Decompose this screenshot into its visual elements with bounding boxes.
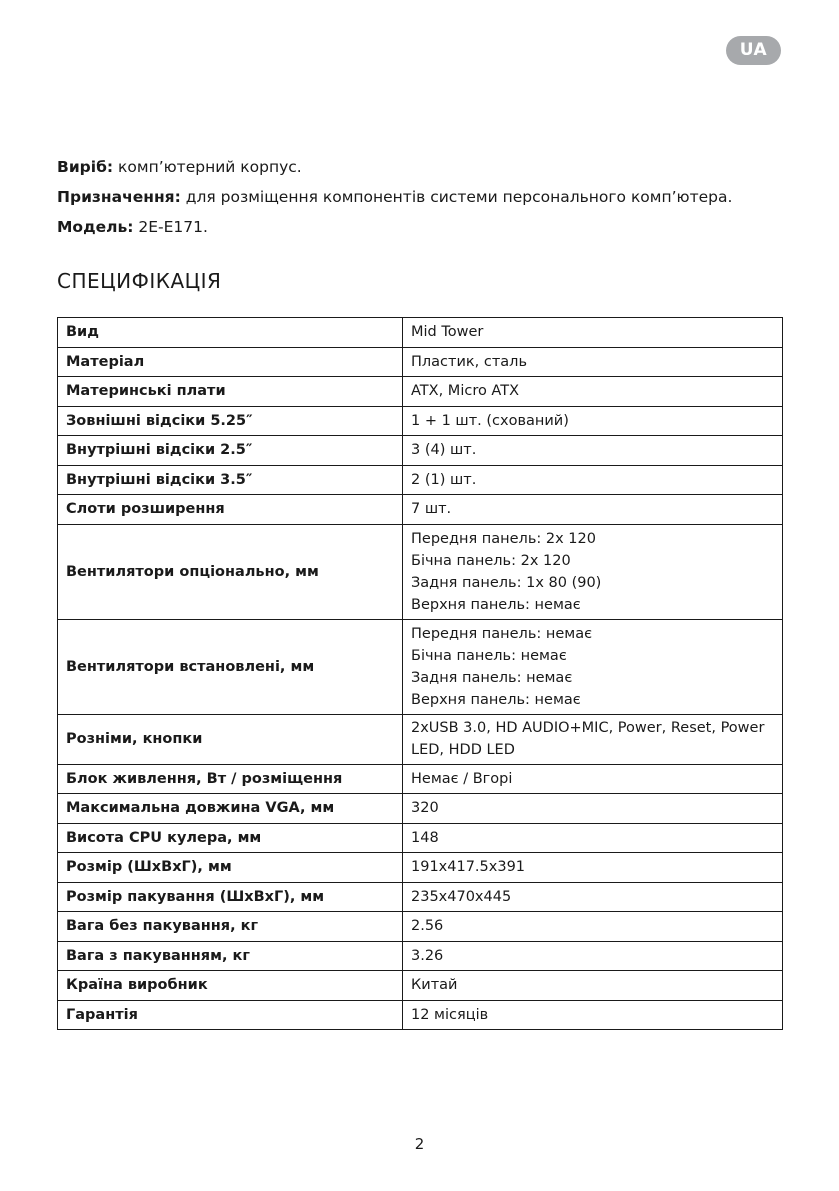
spec-key: Матеріал — [58, 347, 403, 377]
spec-value-line: 148 — [411, 829, 439, 846]
spec-key: Слоти розширення — [58, 495, 403, 525]
product-label: Виріб: — [57, 158, 114, 176]
spec-row — [58, 619, 783, 714]
spec-value-line: 7 шт. — [411, 501, 452, 518]
spec-row — [58, 794, 783, 824]
language-badge: UA — [726, 36, 781, 65]
spec-value — [403, 619, 783, 714]
spec-row — [58, 882, 783, 912]
spec-value-line: 320 — [411, 800, 439, 817]
spec-value-line: 191x417.5x391 — [411, 859, 526, 876]
spec-value — [403, 436, 783, 466]
spec-key: Гарантія — [58, 1000, 403, 1030]
spec-value — [403, 853, 783, 883]
spec-value — [403, 318, 783, 348]
page-number: 2 — [414, 1135, 425, 1153]
spec-value-line: Китай — [411, 977, 458, 994]
spec-value — [403, 524, 783, 619]
spec-row — [58, 495, 783, 525]
spec-row — [58, 318, 783, 348]
spec-value — [403, 377, 783, 407]
spec-value-line: 2xUSB 3.0, HD AUDIO+MIC, Power, Reset, Power — [411, 720, 765, 736]
spec-value — [403, 347, 783, 377]
spec-key: Країна виробник — [58, 971, 403, 1001]
spec-value-line: Задня панель: немає — [411, 669, 573, 686]
spec-key: Вентилятори встановлені, мм — [58, 619, 403, 714]
spec-row — [58, 912, 783, 942]
spec-value — [403, 941, 783, 971]
spec-value — [403, 794, 783, 824]
spec-key: Вид — [58, 318, 403, 348]
spec-key: Розніми, кнопки — [58, 714, 403, 764]
spec-value-line: 3.26 — [411, 947, 444, 964]
spec-value-line: 235x470x445 — [411, 888, 512, 905]
spec-value-line: Бічна панель: 2x 120 — [411, 552, 571, 569]
spec-value — [403, 495, 783, 525]
model-value: 2E-E171. — [133, 218, 208, 236]
purpose-line — [57, 182, 797, 212]
spec-key: Материнські плати — [58, 377, 403, 407]
spec-key: Максимальна довжина VGA, мм — [58, 794, 403, 824]
spec-row — [58, 406, 783, 436]
model-line — [57, 212, 797, 242]
spec-row — [58, 714, 783, 764]
spec-value-line: 2 (1) шт. — [411, 471, 477, 488]
spec-value-line: Немає / Вгорі — [411, 770, 513, 787]
spec-value-line: ATX, Micro ATX — [411, 383, 520, 400]
product-line — [57, 152, 797, 182]
spec-row — [58, 764, 783, 794]
product-value: комп’ютерний корпус. — [113, 158, 302, 176]
spec-key: Розмір пакування (ШхВхГ), мм — [58, 882, 403, 912]
spec-row — [58, 524, 783, 619]
purpose-value: для розміщення компонентів системи персонального комп’ютера. — [180, 188, 733, 206]
spec-value — [403, 465, 783, 495]
spec-row — [58, 347, 783, 377]
spec-value — [403, 882, 783, 912]
spec-value-line: 3 (4) шт. — [411, 442, 477, 459]
purpose-label: Призначення: — [57, 188, 181, 206]
spec-row — [58, 377, 783, 407]
spec-value — [403, 764, 783, 794]
spec-row — [58, 941, 783, 971]
spec-value-line: Пластик, сталь — [411, 353, 527, 370]
spec-row — [58, 436, 783, 466]
spec-value-line: Передня панель: немає — [411, 625, 593, 642]
spec-row — [58, 1000, 783, 1030]
spec-value-line: 1 + 1 шт. (схований) — [411, 412, 569, 429]
model-label: Модель: — [57, 218, 134, 236]
spec-key: Вага з пакуванням, кг — [58, 941, 403, 971]
spec-key: Внутрішні відсіки 3.5″ — [58, 465, 403, 495]
spec-value — [403, 714, 783, 764]
spec-table — [57, 317, 783, 1030]
spec-key: Вентилятори опціонально, мм — [58, 524, 403, 619]
spec-value-line: Задня панель: 1x 80 (90) — [411, 574, 602, 591]
spec-value-line: Верхня панель: немає — [411, 691, 581, 708]
spec-value-line: Бічна панель: немає — [411, 647, 567, 664]
spec-key: Розмір (ШхВхГ), мм — [58, 853, 403, 883]
spec-value-line: LED, HDD LED — [411, 742, 515, 758]
spec-row — [58, 971, 783, 1001]
spec-value — [403, 823, 783, 853]
spec-value-line: Mid Tower — [411, 324, 484, 341]
spec-table-body — [58, 318, 783, 1030]
spec-value-line: 12 місяців — [411, 1006, 489, 1023]
spec-key: Висота CPU кулера, мм — [58, 823, 403, 853]
spec-value-line: 2.56 — [411, 918, 444, 935]
spec-value-line: Передня панель: 2x 120 — [411, 530, 596, 547]
spec-key: Блок живлення, Вт / розміщення — [58, 764, 403, 794]
spec-row — [58, 465, 783, 495]
spec-title: СПЕЦИФІКАЦІЯ — [57, 269, 222, 293]
spec-value-line: Верхня панель: немає — [411, 596, 581, 613]
spec-key: Зовнішні відсіки 5.25″ — [58, 406, 403, 436]
spec-value — [403, 1000, 783, 1030]
product-intro — [57, 152, 797, 242]
spec-value — [403, 912, 783, 942]
spec-key: Внутрішні відсіки 2.5″ — [58, 436, 403, 466]
spec-key: Вага без пакування, кг — [58, 912, 403, 942]
spec-row — [58, 853, 783, 883]
spec-row — [58, 823, 783, 853]
spec-value — [403, 971, 783, 1001]
spec-value — [403, 406, 783, 436]
